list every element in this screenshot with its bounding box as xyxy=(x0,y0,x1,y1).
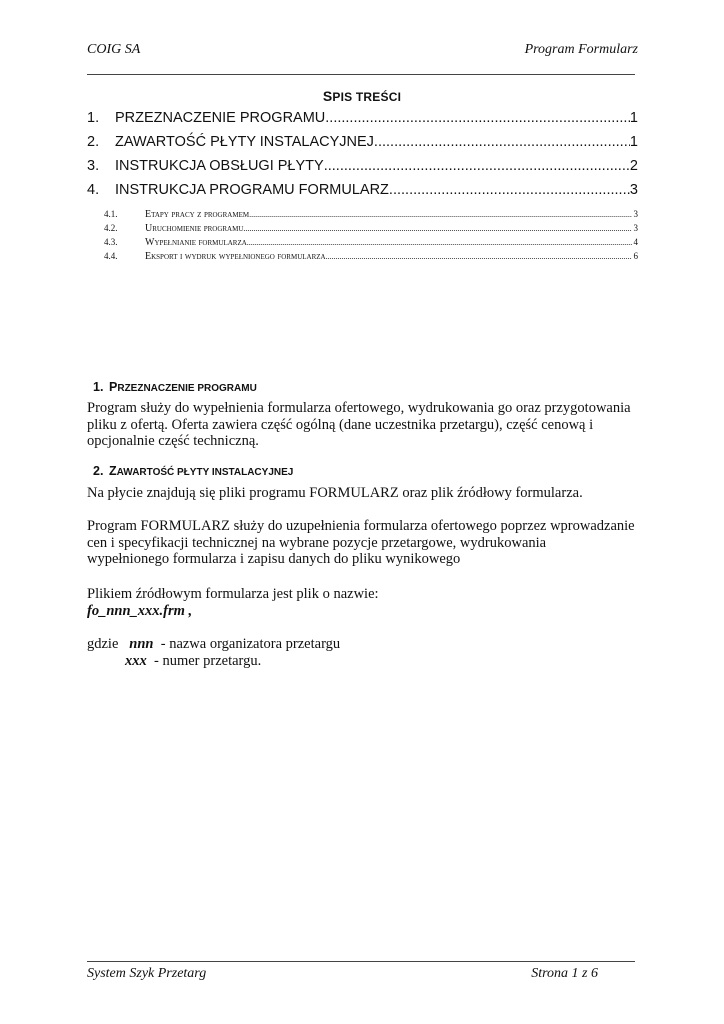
section-2-para-1: Na płycie znajdują się pliki programu FORMULARZ oraz plik źródłowy formularza. xyxy=(87,485,583,501)
toc-subentry-4-3[interactable]: 4.3. Wypełnianie formularza ..... 4 xyxy=(104,237,638,249)
footer-page-number: Strona 1 z 6 xyxy=(531,966,598,981)
toc-title: SPIS TREŚCI xyxy=(322,88,402,104)
toc-leader-dots xyxy=(326,252,632,261)
variable-nnn-line: gdzie nnn - nazwa organizatora przetargu xyxy=(87,636,341,652)
toc-entry-2[interactable]: 2. ZAWARTOŚĆ PŁYTY INSTALACYJNEJ ..... 1 xyxy=(87,134,638,154)
toc-entry-4[interactable]: 4. INSTRUKCJA PROGRAMU FORMULARZ ..... 3 xyxy=(87,182,638,202)
source-filename: fo_nnn_xxx.frm , xyxy=(87,603,193,619)
header-company: COIG SA xyxy=(87,42,141,57)
toc-subentry-4-1[interactable]: 4.1. Etapy pracy z programem ..... 3 xyxy=(104,209,638,221)
toc-leader-dots xyxy=(243,224,631,233)
section-1-heading: 1. PRZEZNACZENIE PROGRAMU xyxy=(93,380,257,394)
toc-leader-dots xyxy=(249,210,631,219)
toc-subentry-4-2[interactable]: 4.2. Uruchomienie programu ..... 3 xyxy=(104,223,638,235)
toc-entry-3[interactable]: 3. INSTRUKCJA OBSŁUGI PŁYTY ..... 2 xyxy=(87,158,638,178)
section-1-body: Program służy do wypełnienia formularza ofertowego, wydrukowania go oraz przygotowania pliku z ofertą. Oferta zawiera część ogólną (dane uczestnika przetargu), część cenową i opcjonalnie część techniczną. xyxy=(87,400,631,449)
section-2-para-3: Plikiem źródłowym formularza jest plik o nazwie: xyxy=(87,586,379,602)
toc-leader-dots xyxy=(374,134,630,150)
footer-rule xyxy=(87,961,635,962)
footer-system: System Szyk Przetarg xyxy=(87,966,207,981)
toc-entry-1[interactable]: 1. PRZEZNACZENIE PROGRAMU ..... 1 xyxy=(87,110,638,130)
toc-leader-dots xyxy=(324,158,630,174)
toc-leader-dots xyxy=(389,182,630,198)
toc-subentry-4-4[interactable]: 4.4. Eksport i wydruk wypełnionego formularza ..... 6 xyxy=(104,251,638,263)
header-rule xyxy=(87,74,635,75)
section-2-para-2: Program FORMULARZ służy do uzupełnienia formularza ofertowego poprzez wprowadzanie cen i specyfikacji technicznej na wybrane pozycje przetargowe, wydrukowania wypełnionego formularza i zapisu danych do pliku wynikowego xyxy=(87,518,635,567)
variable-xxx-line: xxx - numer przetargu. xyxy=(125,653,262,669)
toc-leader-dots xyxy=(247,238,632,247)
header-program: Program Formularz xyxy=(524,42,638,57)
toc-leader-dots xyxy=(325,110,630,126)
section-2-heading: 2. ZAWARTOŚĆ PŁYTY INSTALACYJNEJ xyxy=(93,464,294,478)
